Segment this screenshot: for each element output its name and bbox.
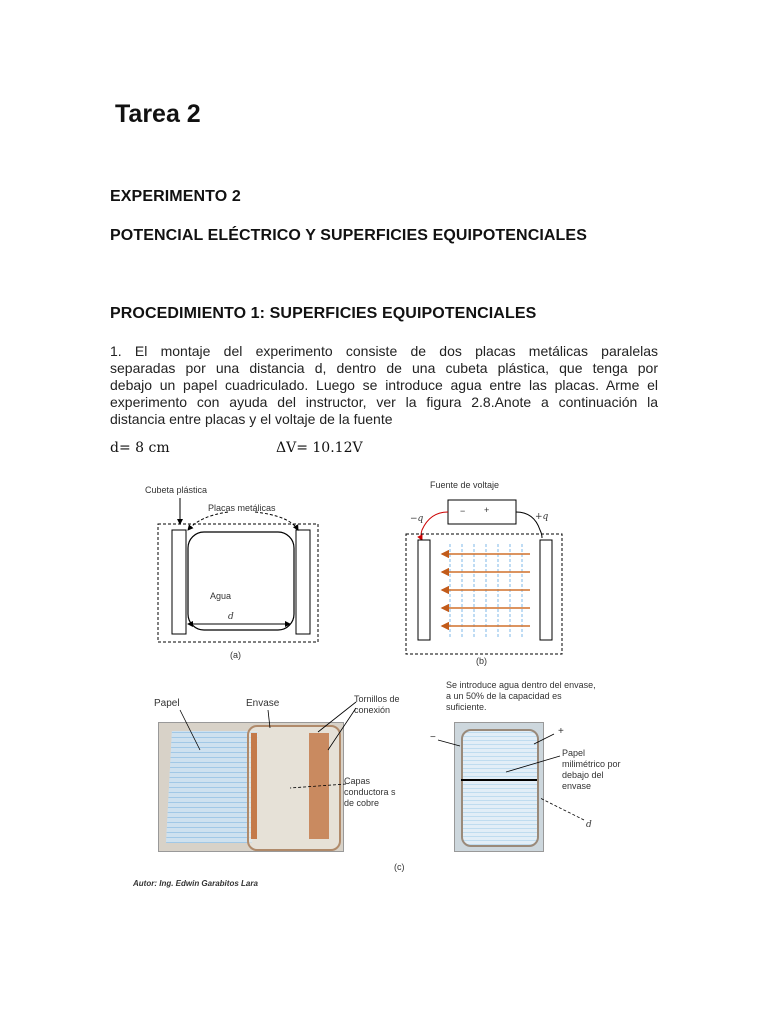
voltage-value: ΔV= 10.12V — [276, 440, 363, 456]
procedure-heading: PROCEDIMIENTO 1: SUPERFICIES EQUIPOTENCIALES — [110, 305, 537, 322]
placas-pointer-right — [255, 512, 298, 530]
source-plus: + — [484, 505, 490, 515]
cubeta-label: Cubeta plástica — [145, 485, 208, 495]
figure-a — [140, 478, 330, 668]
paragraph-line: distancia entre placas y el voltaje de la fuente — [110, 411, 393, 427]
paragraph-line: experimento con ayuda del instructor, ver la figura 2.8.Anote a continuación la — [110, 394, 658, 410]
plus-q-label: +q — [535, 512, 549, 522]
pos-plate — [540, 540, 552, 640]
paragraph-line: separadas por una distancia d, dentro de una cubeta plástica, que tenga por — [110, 360, 658, 376]
agua-label: Agua — [210, 591, 232, 601]
figure-b-diagram — [400, 478, 580, 670]
author-credit: Autor: Ing. Edwin Garabitos Lara — [133, 879, 258, 888]
placas-label: Placas metálicas — [208, 503, 276, 513]
tornillos-label: Tornillos de conexión — [354, 694, 400, 715]
papel-mili-label: Papel milimétrico por debajo del envase — [562, 748, 621, 791]
placas-pointer-left — [188, 512, 228, 530]
minus-q-label: −q — [410, 514, 424, 524]
paragraph-line: 1. El montaje del experimento consiste de dos placas metálicas paralelas — [110, 343, 658, 359]
figure-c — [150, 680, 630, 890]
distance-value: d= 8 cm — [110, 440, 170, 456]
equipotential-lines — [450, 544, 522, 638]
envase-label: Envase — [246, 698, 280, 709]
fuente-label: Fuente de voltaje — [430, 480, 500, 490]
neg-plate — [418, 540, 430, 640]
figure-b-caption: (b) — [476, 656, 487, 666]
d-label-c: d — [586, 820, 592, 830]
figure-c-caption: (c) — [394, 862, 405, 872]
instruction-paragraph — [110, 343, 658, 428]
paragraph-line: debajo un papel cuadriculado. Luego se introduce agua entre las placas. Arme el — [110, 377, 658, 393]
figure-c-pointers — [150, 680, 630, 890]
experiment-heading: EXPERIMENTO 2 — [110, 188, 241, 205]
d-label: d — [228, 612, 234, 622]
photo-plus: + — [558, 726, 564, 737]
right-plate — [296, 530, 310, 634]
voltage-source-box — [448, 500, 516, 524]
subtitle-heading: POTENCIAL ELÉCTRICO Y SUPERFICIES EQUIPOTENCIALES — [110, 227, 587, 244]
agua-note: Se introduce agua dentro del envase, a un 50% de la capacidad es suficiente. — [446, 680, 596, 712]
capas-label: Capas conductora s de cobre — [344, 776, 396, 808]
photo-minus: − — [430, 732, 436, 743]
source-minus: − — [460, 506, 466, 516]
figure-b — [400, 478, 580, 670]
page-title: Tarea 2 — [115, 100, 201, 128]
figure-a-caption: (a) — [230, 650, 241, 660]
left-plate — [172, 530, 186, 634]
papel-label: Papel — [154, 698, 180, 709]
neg-wire — [421, 512, 448, 540]
water-region — [188, 532, 294, 630]
